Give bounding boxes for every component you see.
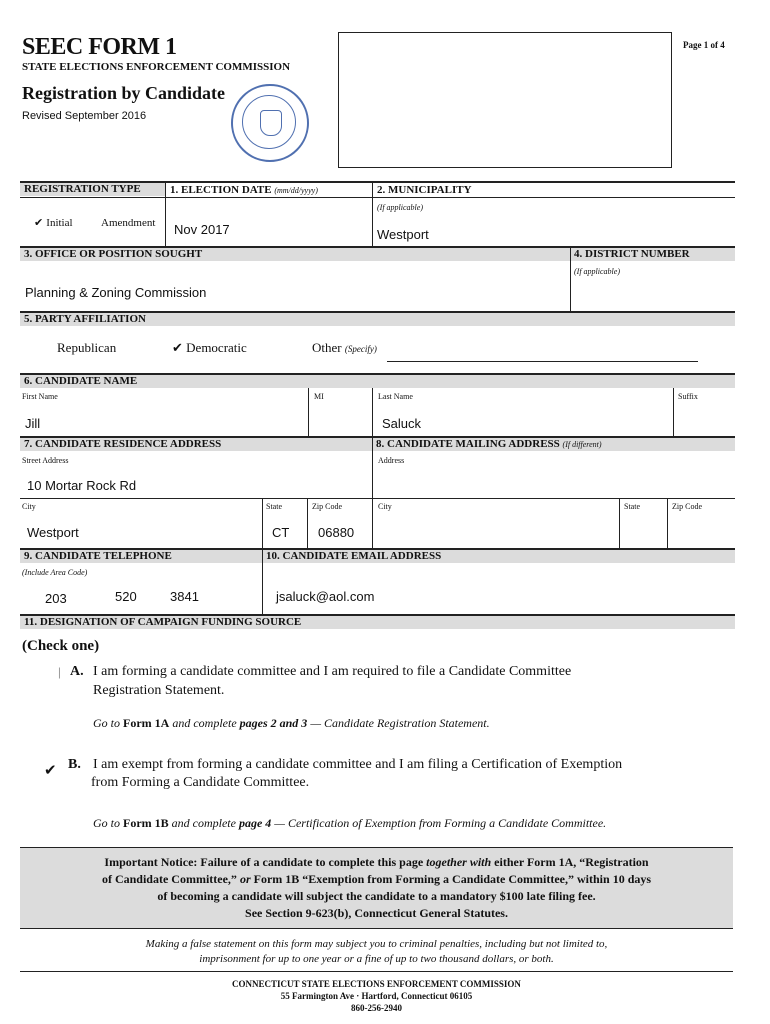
other-specify-line[interactable] xyxy=(387,361,698,362)
mailing-city-label: City xyxy=(378,502,392,511)
option-b-goto: Go to Form 1B and complete page 4 — Certification of Exemption from Forming a Candidate Committee. xyxy=(93,816,607,830)
municipality-value[interactable]: Westport xyxy=(377,227,429,242)
street-value[interactable]: 10 Mortar Rock Rd xyxy=(27,478,137,493)
footer-org: CONNECTICUT STATE ELECTIONS ENFORCEMENT COMMISSION xyxy=(232,979,521,989)
election-date-value[interactable]: Nov 2017 xyxy=(174,222,230,237)
phone-area-value[interactable]: 203 xyxy=(45,591,67,606)
first-name-value[interactable]: Jill xyxy=(25,416,41,431)
option-a-box[interactable]: | xyxy=(58,664,61,679)
option-a-text-2: Registration Statement. xyxy=(93,683,225,698)
phone-line-value[interactable]: 3841 xyxy=(170,589,199,604)
residence-header: 7. CANDIDATE RESIDENCE ADDRESS xyxy=(20,436,372,451)
state-value[interactable]: CT xyxy=(272,525,290,540)
municipality-label: 2. MUNICIPALITY xyxy=(377,184,472,196)
election-date-label: 1. ELECTION DATE (mm/dd/yyyy) xyxy=(170,184,318,196)
telephone-hint: (Include Area Code) xyxy=(22,568,88,577)
party-democratic[interactable]: ✔ Democratic xyxy=(172,340,247,355)
state-seal-icon xyxy=(231,84,309,162)
zip-value[interactable]: 06880 xyxy=(318,525,355,540)
check-one-label: (Check one) xyxy=(22,638,100,654)
footer-address: 55 Farmington Ave · Hartford, Connecticut 06105 xyxy=(280,991,473,1001)
municipality-hint: (If applicable) xyxy=(377,203,423,212)
district-header: 4. DISTRICT NUMBER xyxy=(570,246,735,261)
last-name-value[interactable]: Saluck xyxy=(382,416,422,431)
office-value[interactable]: Planning & Zoning Commission xyxy=(25,285,207,300)
street-label: Street Address xyxy=(22,456,69,465)
district-hint: (If applicable) xyxy=(574,267,620,276)
city-value[interactable]: Westport xyxy=(27,525,79,540)
important-notice: Important Notice: Failure of a candidate to complete this page together with either Form 1A, “Registration of Candidate Committee,” or Form 1B “Exemption from Forming a Candidate Committee,” within 10 days of becoming a candidate will subject the candidate to a mandatory $100 late filing fee. See Section 9-623(b), Connecticut General Statutes. xyxy=(20,847,733,929)
funding-header: 11. DESIGNATION OF CAMPAIGN FUNDING SOURCE xyxy=(20,614,735,629)
option-a-letter: A. xyxy=(70,664,84,679)
suffix-label: Suffix xyxy=(678,392,698,401)
option-b-text-1: I am exempt from forming a candidate committee and I am filing a Certification of Exemption xyxy=(93,757,623,772)
page-number: Page 1 of 4 xyxy=(683,40,725,50)
party-header: 5. PARTY AFFILIATION xyxy=(20,311,735,326)
last-name-label: Last Name xyxy=(378,392,413,401)
agency-name: STATE ELECTIONS ENFORCEMENT COMMISSION xyxy=(22,61,291,73)
revised-date: Revised September 2016 xyxy=(22,110,147,122)
registration-type-header: REGISTRATION TYPE xyxy=(20,181,169,196)
zip-label: Zip Code xyxy=(312,502,342,511)
option-a-text-1: I am forming a candidate committee and I am required to file a Candidate Committee xyxy=(93,664,572,679)
party-republican[interactable]: Republican xyxy=(57,340,117,355)
initial-option[interactable]: ✔ Initial xyxy=(34,217,73,229)
party-other[interactable]: Other (Specify) xyxy=(312,340,377,355)
check-icon: ✔ xyxy=(34,217,44,229)
option-a-goto: Go to Form 1A and complete pages 2 and 3 — Candidate Registration Statement. xyxy=(93,716,490,730)
phone-prefix-value[interactable]: 520 xyxy=(115,589,137,604)
page-subtitle: Registration by Candidate xyxy=(22,83,226,103)
telephone-header: 9. CANDIDATE TELEPHONE xyxy=(20,548,262,563)
option-b-check-icon[interactable]: ✔ xyxy=(44,763,57,779)
mailing-zip-label: Zip Code xyxy=(672,502,702,511)
mailing-address-label: Address xyxy=(378,456,405,465)
first-name-label: First Name xyxy=(22,392,58,401)
option-b-letter: B. xyxy=(68,757,81,772)
email-value[interactable]: jsaluck@aol.com xyxy=(276,589,375,604)
office-header: 3. OFFICE OR POSITION SOUGHT xyxy=(20,246,574,261)
footer xyxy=(20,978,733,1014)
candidate-name-header: 6. CANDIDATE NAME xyxy=(20,373,735,388)
city-label: City xyxy=(22,502,36,511)
form-title: SEEC FORM 1 xyxy=(22,34,177,60)
check-icon: ✔ xyxy=(172,340,183,355)
mailing-state-label: State xyxy=(624,502,640,511)
email-header: 10. CANDIDATE EMAIL ADDRESS xyxy=(262,548,735,563)
state-label: State xyxy=(266,502,282,511)
mi-label: MI xyxy=(314,392,324,401)
amendment-option[interactable]: Amendment xyxy=(101,217,156,229)
false-statement-warning: Making a false statement on this form may subject you to criminal penalties, including but not limited to, imprisonment for up to one year or a fine of up to two thousand dollars, or both. xyxy=(145,938,608,965)
stamp-box xyxy=(338,32,672,168)
option-b-text-2: from Forming a Candidate Committee. xyxy=(91,775,310,790)
footer-phone: 860-256-2940 xyxy=(351,1003,402,1013)
mailing-header: 8. CANDIDATE MAILING ADDRESS (If different) xyxy=(372,436,735,451)
